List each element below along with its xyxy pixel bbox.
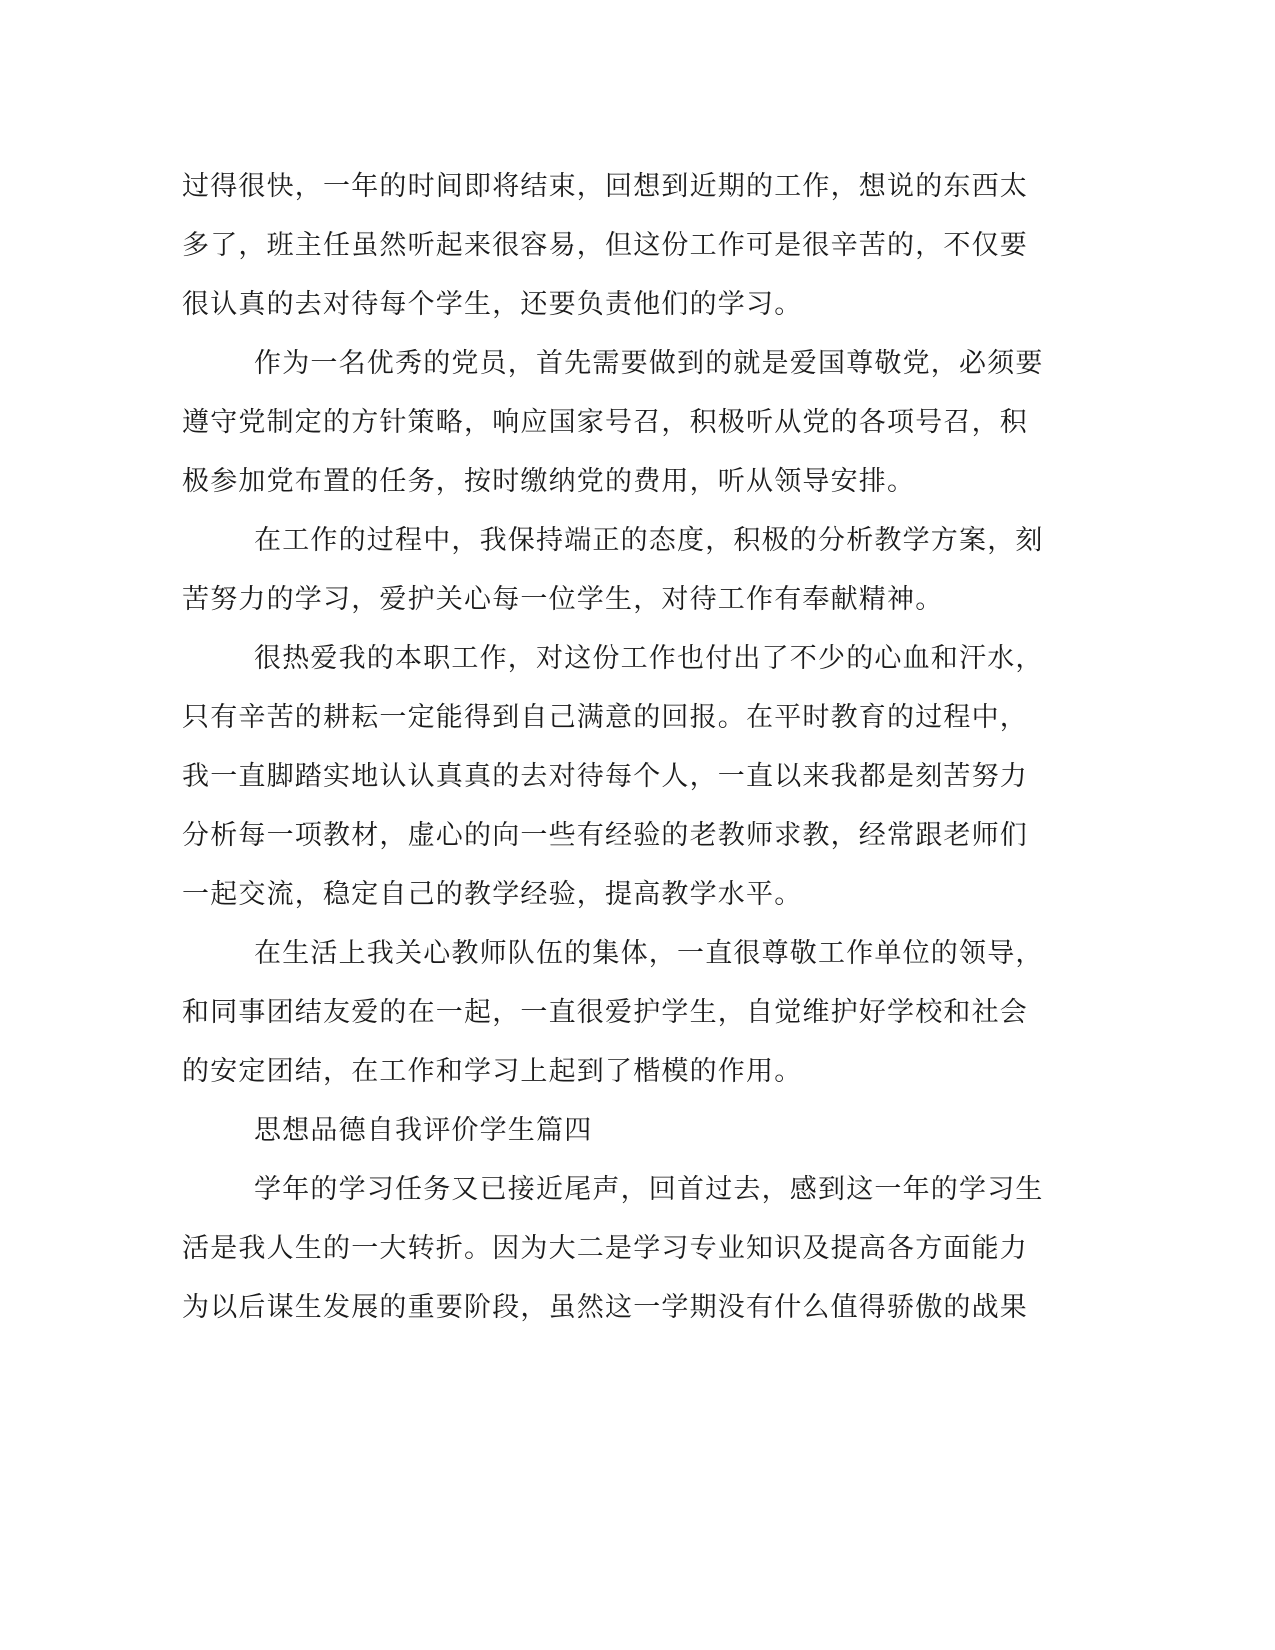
text-line: 很认真的去对待每个学生，还要负责他们的学习。 xyxy=(182,289,803,320)
document-body xyxy=(182,157,1044,1337)
text-line: 一起交流，稳定自己的教学经验，提高教学水平。 xyxy=(182,879,803,910)
paragraph-start-line: 很热爱我的本职工作，对这份工作也付出了不少的心血和汗水， xyxy=(254,643,1044,674)
text-line: 过得很快，一年的时间即将结束，回想到近期的工作，想说的东西太 xyxy=(182,171,1028,202)
text-line: 我一直脚踏实地认认真真的去对待每个人，一直以来我都是刻苦努力 xyxy=(182,761,1028,792)
paragraph-start-line: 在生活上我关心教师队伍的集体，一直很尊敬工作单位的领导， xyxy=(254,938,1044,969)
text-line: 苦努力的学习，爱护关心每一位学生，对待工作有奉献精神。 xyxy=(182,584,944,615)
paragraph-start-line: 学年的学习任务又已接近尾声，回首过去，感到这一年的学习生 xyxy=(254,1174,1044,1205)
text-line: 活是我人生的一大转折。因为大二是学习专业知识及提高各方面能力 xyxy=(182,1233,1028,1264)
text-line: 多了，班主任虽然听起来很容易，但这份工作可是很辛苦的，不仅要 xyxy=(182,230,1028,261)
text-line: 的安定团结，在工作和学习上起到了楷模的作用。 xyxy=(182,1056,803,1087)
section-heading: 思想品德自我评价学生篇四 xyxy=(254,1115,593,1146)
paragraph-start-line: 作为一名优秀的党员，首先需要做到的就是爱国尊敬党，必须要 xyxy=(254,348,1044,379)
text-line: 为以后谋生发展的重要阶段，虽然这一学期没有什么值得骄傲的战果 xyxy=(182,1292,1028,1323)
text-line: 遵守党制定的方针策略，响应国家号召，积极听从党的各项号召，积 xyxy=(182,407,1028,438)
text-line: 极参加党布置的任务，按时缴纳党的费用，听从领导安排。 xyxy=(182,466,916,497)
text-line: 只有辛苦的耕耘一定能得到自己满意的回报。在平时教育的过程中， xyxy=(182,702,1028,733)
text-line: 和同事团结友爱的在一起，一直很爱护学生，自觉维护好学校和社会 xyxy=(182,997,1028,1028)
paragraph-start-line: 在工作的过程中，我保持端正的态度，积极的分析教学方案，刻 xyxy=(254,525,1044,556)
text-line: 分析每一项教材，虚心的向一些有经验的老教师求教，经常跟老师们 xyxy=(182,820,1028,851)
